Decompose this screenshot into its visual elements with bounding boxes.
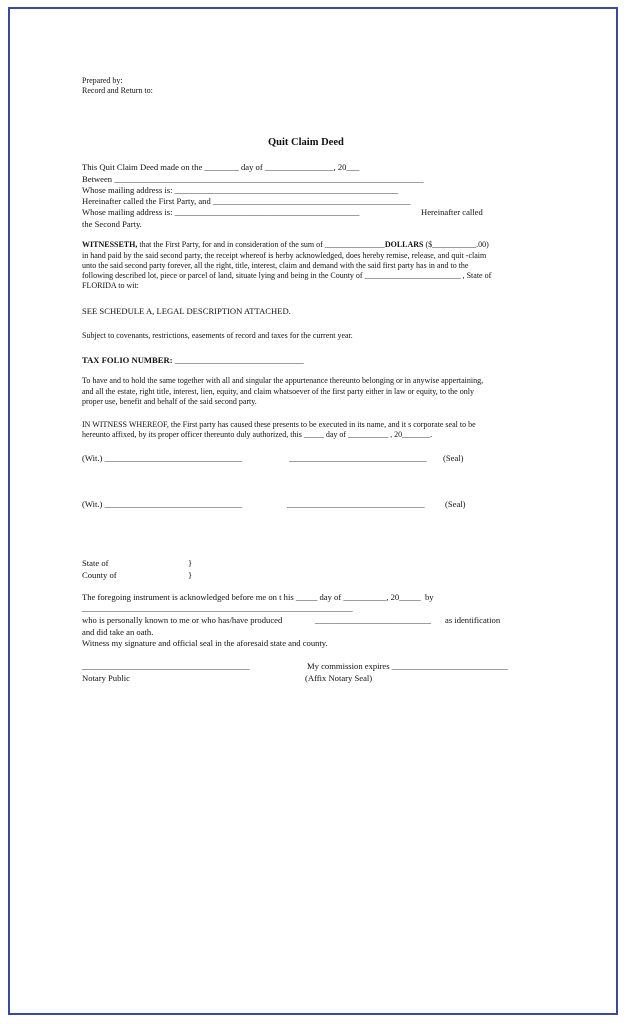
seal-label-2: (Seal) <box>445 499 466 509</box>
dollars-keyword: DOLLARS <box>384 240 424 249</box>
intro-line-address1: Whose mailing address is: ____________________________________________________ <box>82 185 399 195</box>
notary-signature-line: _______________________________________ <box>82 661 250 671</box>
intro-line-second-party: the Second Party. <box>82 219 142 229</box>
venue-brace-1: } <box>188 558 193 568</box>
habendum-line-2: and all the estate, right title, interest, lien, equity, and claim whatsoever of the first party either in law or equity, to the only <box>82 387 474 396</box>
identification-blank: ___________________________ <box>315 615 432 625</box>
witnesseth-line-5: FLORIDA to wit: <box>82 281 139 290</box>
notary-public-label: Notary Public <box>82 673 130 683</box>
habendum-line-3: proper use, benefit and behalf of the said second party. <box>82 397 257 406</box>
intro-line-first-party: Hereinafter called the First Party, and ______________________________________________ <box>82 196 411 206</box>
venue-state: State of <box>82 558 109 568</box>
document-page <box>8 7 618 1015</box>
witnesseth-sum: that the First Party, for and in consideration of the sum of _______________ <box>137 240 385 249</box>
tax-folio-blank: ______________________________ <box>172 355 304 365</box>
commission-expires: My commission expires ___________________________ <box>307 661 508 671</box>
witness-signature-1: (Wit.) ________________________________ <box>82 453 243 463</box>
affix-notary-seal: (Affix Notary Seal) <box>305 673 373 683</box>
venue-county: County of <box>82 570 117 580</box>
in-witness-line-2: hereunto affixed, by its proper officer thereunto duly authorized, this _____ day of __________ , 20_______. <box>82 430 433 439</box>
witness-signature-2: (Wit.) ________________________________ <box>82 499 243 509</box>
tax-folio-label: TAX FOLIO NUMBER: <box>82 355 173 365</box>
witnesseth-amount: ($___________.00) <box>423 240 489 249</box>
acknowledgment-name-line: _______________________________________________________________ <box>82 603 353 613</box>
schedule-a-line: SEE SCHEDULE A, LEGAL DESCRIPTION ATTACHED. <box>82 306 291 316</box>
intro-line-between: Between ________________________________________________________________________ <box>82 174 424 184</box>
signer-line-2: ________________________________ <box>287 499 425 509</box>
intro-line-address2: Whose mailing address is: ___________________________________________ <box>82 207 360 217</box>
witnesseth-keyword: WITNESSETH, <box>82 240 138 249</box>
signer-line-1: ________________________________ <box>289 453 427 463</box>
acknowledgment-oath: and did take an oath. <box>82 627 154 637</box>
document-title: Quit Claim Deed <box>268 137 344 148</box>
tax-folio-line <box>82 356 304 365</box>
witnesseth-line-4: following described lot, piece or parcel of land, situate lying and being in the County of ________________________ , State of <box>82 271 492 280</box>
intro-line-date: This Quit Claim Deed made on the ________ day of ________________, 20___ <box>82 162 360 172</box>
venue-brace-2: } <box>188 570 193 580</box>
acknowledgment-witness: Witness my signature and official seal in the aforesaid state and county. <box>82 638 328 648</box>
witnesseth-line-3: unto the said second party forever, all the right, title, interest, claim and demand with the said first party has in and to the <box>82 261 469 270</box>
witnesseth-line-2: in hand paid by the said second party, the receipt whereof is herby acknowledged, does hereby remise, release, and quit -claim <box>82 251 487 260</box>
subject-to-line: Subject to covenants, restrictions, easements of record and taxes for the current year. <box>82 331 353 340</box>
seal-label-1: (Seal) <box>443 453 464 463</box>
acknowledgment-line-1: The foregoing instrument is acknowledged before me on t his _____ day of __________, 20_____ by <box>82 592 434 602</box>
intro-hereinafter: Hereinafter called <box>421 207 483 217</box>
prepared-by-label: Prepared by: <box>82 76 123 85</box>
as-identification: as identification <box>445 615 501 625</box>
witnesseth-line-1 <box>82 241 489 249</box>
habendum-line-1: To have and to hold the same together with all and singular the appurtenance thereunto belonging or in anywise appertaining, <box>82 376 484 385</box>
acknowledgment-produced: who is personally known to me or who has/have produced <box>82 615 283 625</box>
record-return-label: Record and Return to: <box>82 86 153 95</box>
in-witness-line-1: IN WITNESS WHEREOF, the First party has caused these presents to be executed in its name, and it s corporate seal to be <box>82 420 476 429</box>
